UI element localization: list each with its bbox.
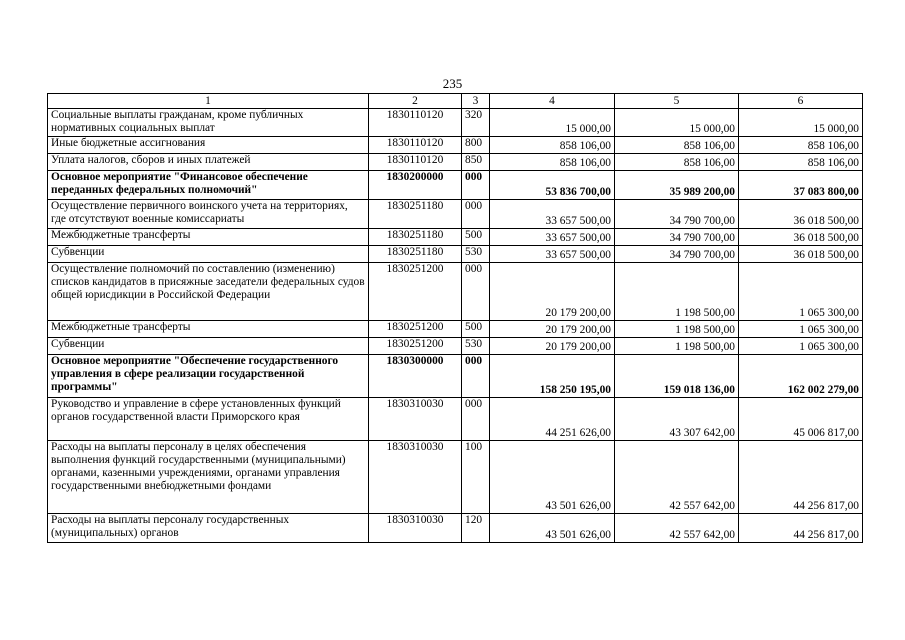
expense-type: 100 [462,441,490,514]
amount-year-1: 33 657 500,00 [490,246,615,263]
amount-year-3: 858 106,00 [739,137,863,154]
item-name: Основное мероприятие "Обеспечение государственного управления в сфере реализации государственной программы" [48,355,369,398]
target-code: 1830110120 [369,154,462,171]
amount-year-2: 15 000,00 [615,109,739,137]
item-name: Уплата налогов, сборов и иных платежей [48,154,369,171]
table-row [48,398,863,441]
target-code: 1830251200 [369,321,462,338]
table-row [48,246,863,263]
amount-year-1: 53 836 700,00 [490,171,615,200]
item-name: Руководство и управление в сфере установленных функций органов государственной власти Приморского края [48,398,369,441]
expense-type: 500 [462,229,490,246]
amount-year-3: 36 018 500,00 [739,200,863,229]
header-col-6: 6 [739,94,863,109]
target-code: 1830251200 [369,338,462,355]
target-code: 1830200000 [369,171,462,200]
amount-year-2: 34 790 700,00 [615,229,739,246]
table-row [48,514,863,543]
amount-year-1: 44 251 626,00 [490,398,615,441]
amount-year-1: 20 179 200,00 [490,321,615,338]
expense-type: 000 [462,171,490,200]
amount-year-3: 858 106,00 [739,154,863,171]
expense-type: 530 [462,338,490,355]
table-row [48,321,863,338]
target-code: 1830310030 [369,514,462,543]
target-code: 1830110120 [369,109,462,137]
amount-year-1: 15 000,00 [490,109,615,137]
item-name: Субвенции [48,338,369,355]
expense-type: 120 [462,514,490,543]
amount-year-2: 42 557 642,00 [615,514,739,543]
table-row [48,200,863,229]
amount-year-1: 33 657 500,00 [490,229,615,246]
amount-year-3: 44 256 817,00 [739,441,863,514]
amount-year-1: 158 250 195,00 [490,355,615,398]
amount-year-2: 858 106,00 [615,154,739,171]
item-name: Осуществление первичного воинского учета на территориях, где отсутствуют военные комиссариаты [48,200,369,229]
amount-year-2: 34 790 700,00 [615,200,739,229]
table-row [48,109,863,137]
item-name: Расходы на выплаты персоналу в целях обеспечения выполнения функций государственными (муниципальными) органами, казенными учреждениями, органами управления государственными внебюджетными фондами [48,441,369,514]
table-row [48,338,863,355]
amount-year-3: 162 002 279,00 [739,355,863,398]
amount-year-1: 858 106,00 [490,154,615,171]
target-code: 1830251200 [369,263,462,321]
amount-year-3: 45 006 817,00 [739,398,863,441]
amount-year-2: 858 106,00 [615,137,739,154]
target-code: 1830300000 [369,355,462,398]
table-row [48,263,863,321]
header-col-3: 3 [462,94,490,109]
expense-type: 000 [462,200,490,229]
amount-year-1: 43 501 626,00 [490,441,615,514]
amount-year-2: 35 989 200,00 [615,171,739,200]
amount-year-1: 858 106,00 [490,137,615,154]
item-name: Основное мероприятие "Финансовое обеспечение переданных федеральных полномочий" [48,171,369,200]
budget-table [47,93,863,543]
header-col-1: 1 [48,94,369,109]
table-row [48,229,863,246]
expense-type: 850 [462,154,490,171]
table-row [48,171,863,200]
expense-type: 800 [462,137,490,154]
amount-year-2: 34 790 700,00 [615,246,739,263]
target-code: 1830251180 [369,200,462,229]
header-row [48,94,863,109]
item-name: Социальные выплаты гражданам, кроме публичных нормативных социальных выплат [48,109,369,137]
header-col-5: 5 [615,94,739,109]
amount-year-3: 37 083 800,00 [739,171,863,200]
expense-type: 000 [462,398,490,441]
amount-year-3: 36 018 500,00 [739,246,863,263]
item-name: Межбюджетные трансферты [48,229,369,246]
target-code: 1830251180 [369,246,462,263]
table-row [48,154,863,171]
amount-year-1: 20 179 200,00 [490,338,615,355]
expense-type: 500 [462,321,490,338]
amount-year-3: 15 000,00 [739,109,863,137]
expense-type: 320 [462,109,490,137]
amount-year-2: 1 198 500,00 [615,321,739,338]
amount-year-1: 43 501 626,00 [490,514,615,543]
item-name: Расходы на выплаты персоналу государственных (муниципальных) органов [48,514,369,543]
target-code: 1830310030 [369,398,462,441]
table-row [48,137,863,154]
amount-year-3: 44 256 817,00 [739,514,863,543]
item-name: Осуществление полномочий по составлению (изменению) списков кандидатов в присяжные заседатели федеральных судов общей юрисдикции в Российской Федерации [48,263,369,321]
amount-year-1: 33 657 500,00 [490,200,615,229]
expense-type: 000 [462,263,490,321]
table-row [48,355,863,398]
item-name: Межбюджетные трансферты [48,321,369,338]
item-name: Субвенции [48,246,369,263]
target-code: 1830110120 [369,137,462,154]
amount-year-3: 1 065 300,00 [739,321,863,338]
page-number: 235 [442,76,463,91]
header-col-2: 2 [369,94,462,109]
amount-year-2: 43 307 642,00 [615,398,739,441]
amount-year-3: 1 065 300,00 [739,338,863,355]
amount-year-1: 20 179 200,00 [490,263,615,321]
expense-type: 000 [462,355,490,398]
amount-year-2: 1 198 500,00 [615,263,739,321]
target-code: 1830251180 [369,229,462,246]
target-code: 1830310030 [369,441,462,514]
amount-year-2: 42 557 642,00 [615,441,739,514]
header-col-4: 4 [490,94,615,109]
amount-year-3: 1 065 300,00 [739,263,863,321]
table-row [48,441,863,514]
amount-year-2: 1 198 500,00 [615,338,739,355]
amount-year-2: 159 018 136,00 [615,355,739,398]
amount-year-3: 36 018 500,00 [739,229,863,246]
expense-type: 530 [462,246,490,263]
item-name: Иные бюджетные ассигнования [48,137,369,154]
